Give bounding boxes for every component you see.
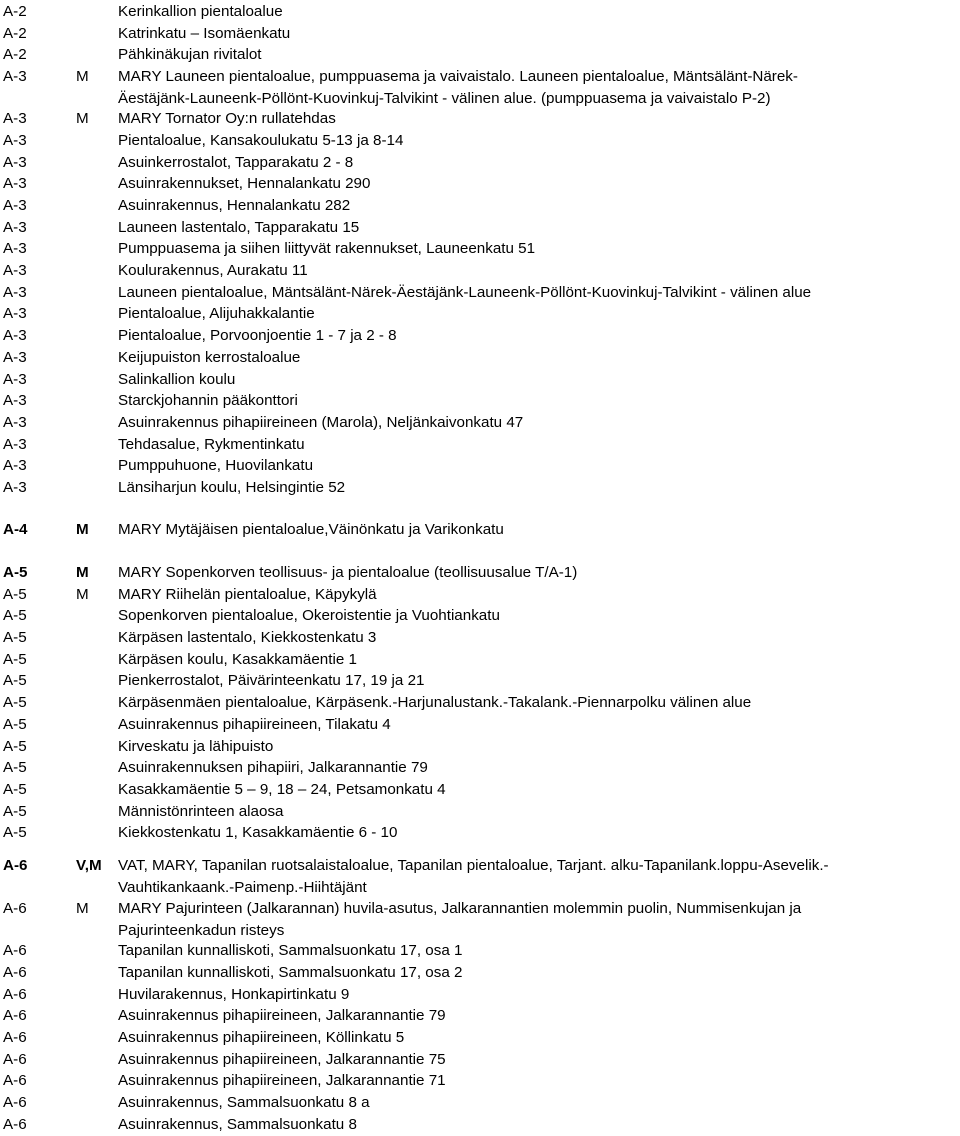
area-code: A-5 [3,738,27,755]
area-code: A-5 [3,824,27,841]
area-description [118,1,960,23]
area-code: A-6 [3,942,27,959]
area-code: A-5 [3,629,27,646]
description-line: Asuinrakennus, Hennalankatu 282 [118,197,351,214]
description-line: Huvilarakennus, Honkapirtinkatu 9 [118,986,350,1003]
description-line: Kirveskatu ja lähipuisto [118,738,274,755]
description-line: Asuinrakennus, Sammalsuonkatu 8 a [118,1094,370,1111]
description-line: Pumppuhuone, Huovilankatu [118,457,314,474]
description-line: VAT, MARY, Tapanilan ruotsalaistaloalue, Tapanilan pientaloalue, Tarjant. alku-Tapanilank.loppu-Asevelik.- [118,857,829,874]
area-description [118,1114,960,1136]
area-code: A-3 [3,457,27,474]
description-line: Katrinkatu – Isomäenkatu [118,25,291,42]
area-description [118,130,960,152]
area-description [118,627,960,649]
area-description [118,670,960,692]
area-description [118,390,960,412]
description-line: MARY Tornator Oy:n rullatehdas [118,110,336,127]
area-code: A-3 [3,327,27,344]
area-description [118,1070,960,1092]
area-description [118,714,960,736]
area-description [118,779,960,801]
description-line: Asuinrakennukset, Hennalankatu 290 [118,175,371,192]
area-code: A-3 [3,219,27,236]
area-code: A-5 [3,586,27,603]
area-description [118,962,960,984]
area-description [118,519,960,541]
description-line: Vauhtikankaank.-Paimenp.-Hiihtäjänt [118,878,367,896]
area-code: A-3 [3,479,27,496]
area-description [118,44,960,66]
description-line: Tapanilan kunnalliskoti, Sammalsuonkatu 17, osa 2 [118,964,463,981]
area-description [118,757,960,779]
description-line: Kasakkamäentie 5 – 9, 18 – 24, Petsamonkatu 4 [118,781,446,798]
area-description [118,152,960,174]
area-description [118,282,960,304]
area-code: A-5 [3,651,27,668]
area-code: A-3 [3,414,27,431]
description-line: Asuinrakennuksen pihapiiri, Jalkarannantie 79 [118,759,428,776]
description-line: Launeen pientaloalue, Mäntsälänt-Närek-Äestäjänk-Launeenk-Pöllönt-Kuovinkuj-Talvikint - välinen alue [118,284,812,301]
description-line: Kerinkallion pientaloalue [118,3,283,20]
area-code: A-3 [3,392,27,409]
area-description [118,1049,960,1071]
area-code: A-5 [3,694,27,711]
area-code: A-5 [3,759,27,776]
description-line: Asuinrakennus, Sammalsuonkatu 8 [118,1116,357,1133]
area-description [118,692,960,714]
description-line: Asuinrakennus pihapiireineen, Köllinkatu 5 [118,1029,405,1046]
area-description [118,238,960,260]
area-description [118,1092,960,1114]
area-flag: M [76,586,89,603]
area-description [118,325,960,347]
area-code: A-5 [3,803,27,820]
area-code: A-6 [3,900,27,917]
area-description [118,66,960,109]
description-line: Koulurakennus, Aurakatu 11 [118,262,308,279]
area-code: A-6 [3,857,28,874]
area-description [118,855,960,898]
area-code: A-3 [3,436,27,453]
description-line: Pajurinteenkadun risteys [118,921,285,939]
description-line: Tapanilan kunnalliskoti, Sammalsuonkatu 17, osa 1 [118,942,463,959]
area-code: A-6 [3,1051,27,1068]
area-code: A-3 [3,349,27,366]
area-description [118,649,960,671]
area-code: A-3 [3,262,27,279]
description-line: Launeen lastentalo, Tapparakatu 15 [118,219,360,236]
area-code: A-5 [3,607,27,624]
area-code: A-5 [3,716,27,733]
description-line: Kärpäsen lastentalo, Kiekkostenkatu 3 [118,629,377,646]
area-description [118,605,960,627]
area-code: A-6 [3,1029,27,1046]
description-line: Asuinrakennus pihapiireineen, Tilakatu 4 [118,716,391,733]
description-line: Starckjohannin pääkonttori [118,392,298,409]
description-line: Äestäjänk-Launeenk-Pöllönt-Kuovinkuj-Talvikint - välinen alue. (pumppuasema ja vaivaistalo P-2) [118,89,771,107]
area-description [118,217,960,239]
description-line: Tehdasalue, Rykmentinkatu [118,436,305,453]
area-description [118,173,960,195]
description-line: Pientaloalue, Porvoonjoentie 1 - 7 ja 2 - 8 [118,327,397,344]
area-code: A-6 [3,986,27,1003]
area-flag: V,M [76,857,102,874]
area-code: A-6 [3,1007,27,1024]
area-code: A-5 [3,564,28,581]
area-code: A-5 [3,781,27,798]
description-line: Pienkerrostalot, Päivärinteenkatu 17, 19 ja 21 [118,672,425,689]
area-description [118,801,960,823]
area-code: A-6 [3,964,27,981]
description-line: Keijupuiston kerrostaloalue [118,349,301,366]
area-description [118,347,960,369]
area-code: A-3 [3,371,27,388]
area-code: A-3 [3,68,27,85]
area-description [118,1005,960,1027]
area-code: A-2 [3,46,27,63]
area-description [118,303,960,325]
area-code: A-3 [3,110,27,127]
area-code: A-3 [3,305,27,322]
area-flag: M [76,564,89,581]
area-description [118,562,960,584]
area-description [118,477,960,499]
area-code: A-5 [3,672,27,689]
area-description [118,455,960,477]
description-line: Asuinkerrostalot, Tapparakatu 2 - 8 [118,154,354,171]
area-flag: M [76,68,89,85]
area-description [118,822,960,844]
description-line: Pumppuasema ja siihen liittyvät rakennukset, Launeenkatu 51 [118,240,536,257]
area-code: A-3 [3,197,27,214]
area-description [118,412,960,434]
description-line: Asuinrakennus pihapiireineen (Marola), Neljänkaivonkatu 47 [118,414,524,431]
area-description [118,1027,960,1049]
description-line: Asuinrakennus pihapiireineen, Jalkarannantie 75 [118,1051,446,1068]
area-description [118,195,960,217]
area-code: A-3 [3,284,27,301]
area-flag: M [76,900,89,917]
area-description [118,940,960,962]
area-code: A-3 [3,240,27,257]
area-description [118,108,960,130]
area-flag: M [76,110,89,127]
description-line: Pientaloalue, Kansakoulukatu 5-13 ja 8-14 [118,132,404,149]
area-description [118,369,960,391]
description-line: Pähkinäkujan rivitalot [118,46,262,63]
area-code: A-2 [3,25,27,42]
area-description [118,898,960,941]
area-code: A-6 [3,1094,27,1111]
area-code: A-3 [3,175,27,192]
description-line: Kärpäsenmäen pientaloalue, Kärpäsenk.-Harjunalustank.-Takalank.-Piennarpolku välinen alue [118,694,752,711]
area-code: A-6 [3,1072,27,1089]
area-code: A-3 [3,154,27,171]
description-line: Pientaloalue, Alijuhakkalantie [118,305,315,322]
area-code: A-4 [3,521,28,538]
area-description [118,584,960,606]
description-line: Länsiharjun koulu, Helsingintie 52 [118,479,346,496]
area-description [118,984,960,1006]
area-code: A-2 [3,3,27,20]
area-code: A-3 [3,132,27,149]
description-line: MARY Pajurinteen (Jalkarannan) huvila-asutus, Jalkarannantien molemmin puolin, Nummisenkujan ja [118,900,802,917]
area-description [118,23,960,45]
description-line: MARY Riihelän pientaloalue, Käpykylä [118,586,377,603]
description-line: Asuinrakennus pihapiireineen, Jalkarannantie 71 [118,1072,446,1089]
description-line: Kärpäsen koulu, Kasakkamäentie 1 [118,651,357,668]
area-flag: M [76,521,89,538]
description-line: MARY Mytäjäisen pientaloalue,Väinönkatu ja Varikonkatu [118,521,504,538]
description-line: Salinkallion koulu [118,371,236,388]
area-code: A-6 [3,1116,27,1133]
description-line: Asuinrakennus pihapiireineen, Jalkarannantie 79 [118,1007,446,1024]
description-line: Männistönrinteen alaosa [118,803,284,820]
area-description [118,434,960,456]
description-line: Sopenkorven pientaloalue, Okeroistentie ja Vuohtiankatu [118,607,500,624]
description-line: Kiekkostenkatu 1, Kasakkamäentie 6 - 10 [118,824,398,841]
description-line: MARY Launeen pientaloalue, pumppuasema ja vaivaistalo. Launeen pientaloalue, Mäntsälänt-Närek- [118,68,798,85]
description-line: MARY Sopenkorven teollisuus- ja pientaloalue (teollisuusalue T/A-1) [118,564,578,581]
area-description [118,736,960,758]
area-description [118,260,960,282]
